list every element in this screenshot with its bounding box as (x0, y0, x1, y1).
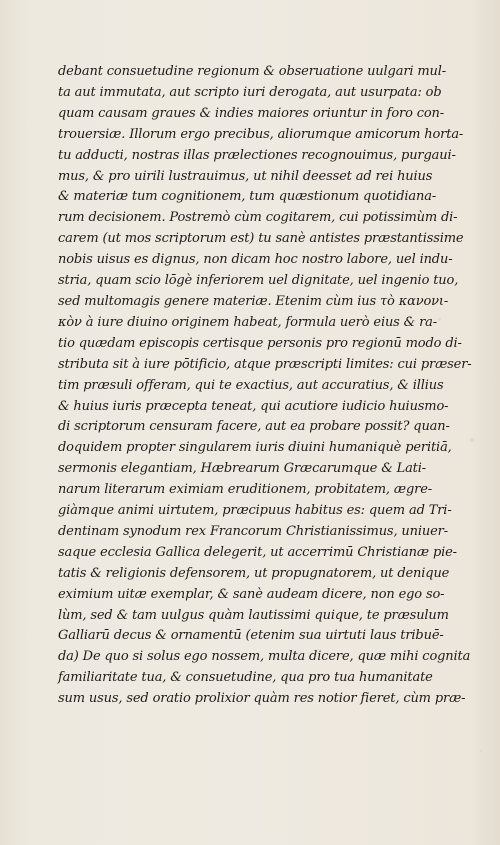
text-line: di scriptorum censuram facere, aut ea probare possit? quan- (58, 419, 450, 435)
text-line: eximium uitæ exemplar, & sanè audeam dicere, non ego so- (58, 586, 445, 602)
text-line: dentinam synodum rex Francorum Christianissimus, uniuer- (58, 523, 448, 539)
text-line: mus, & pro uirili lustrauimus, ut nihil deesset ad rei huius (58, 168, 433, 184)
text-line: tatis & religionis defensorem, ut propugnatorem, ut denique (58, 565, 450, 581)
paper-stain (470, 438, 474, 442)
text-line: lùm, sed & tam uulgus quàm lautissimi quique, te præsulum (58, 607, 449, 623)
text-line: sermonis elegantiam, Hæbrearum Græcarumque & Lati- (58, 461, 427, 477)
paper-stain (480, 750, 482, 752)
text-line: nobis uisus es dignus, non dicam hoc nostro labore, uel indu- (58, 252, 453, 268)
text-line: tu adducti, nostras illas prælectiones recognouimus, purgaui- (58, 147, 456, 163)
text-line: & materiæ tum cognitionem, tum quæstionum quotidiana- (58, 189, 437, 205)
text-line: tim præsuli offeram, qui te exactius, aut accuratius, & illius (58, 377, 444, 393)
text-line: stria, quam scio lōgè inferiorem uel dignitate, uel ingenio tuo, (58, 273, 459, 289)
text-line: sum usus, sed oratio prolixior quàm res notior fieret, cùm præ- (58, 691, 466, 707)
text-line: quam causam graues & indies maiores oriuntur in foro con- (58, 105, 445, 121)
body-text (58, 62, 472, 710)
text-line: sed multomagis genere materiæ. Etenim cùm ius τὸ κανονι- (58, 293, 449, 309)
text-line: carem (ut mos scriptorum est) tu sanè antistes præstantissime (58, 231, 464, 247)
text-line: & huius iuris præcepta teneat, qui acutiore iudicio huiusmo- (58, 398, 449, 414)
text-line: ta aut immutata, aut scripto iuri derogata, aut usurpata: ob (58, 84, 442, 100)
text-line: Galliarū decus & ornamentū (etenim sua uirtuti laus tribuē- (58, 628, 444, 644)
text-line: saque ecclesia Gallica delegerit, ut accerrimū Christianæ pie- (58, 544, 457, 560)
text-line: tio quædam episcopis certisque personis pro regionū modo di- (58, 335, 462, 351)
text-line: stributa sit à iure pōtificio, atque præscripti limites: cui præser- (58, 356, 472, 372)
text-line: giàmque animi uirtutem, præcipuus habitus es: quem ad Tri- (58, 503, 452, 519)
text-line: narum literarum eximiam eruditionem, probitatem, ægre- (58, 482, 432, 498)
text-line: rum decisionem. Postremò cùm cogitarem, cui potissimùm di- (58, 210, 458, 226)
text-line: doquidem propter singularem iuris diuini humaniquè peritiā, (58, 440, 452, 456)
text-line: κὸν à iure diuino originem habeat, formula uerò eius & ra- (58, 314, 437, 330)
text-line: debant consuetudine regionum & obseruatione uulgari mul- (58, 64, 447, 79)
text-line: trouersiæ. Illorum ergo precibus, aliorumque amicorum horta- (58, 126, 464, 142)
text-line: familiaritate tua, & consuetudine, qua pro tua humanitate (58, 670, 433, 686)
text-line: da) De quo si solus ego nossem, multa dicere, quæ mihi cognita (58, 649, 471, 665)
